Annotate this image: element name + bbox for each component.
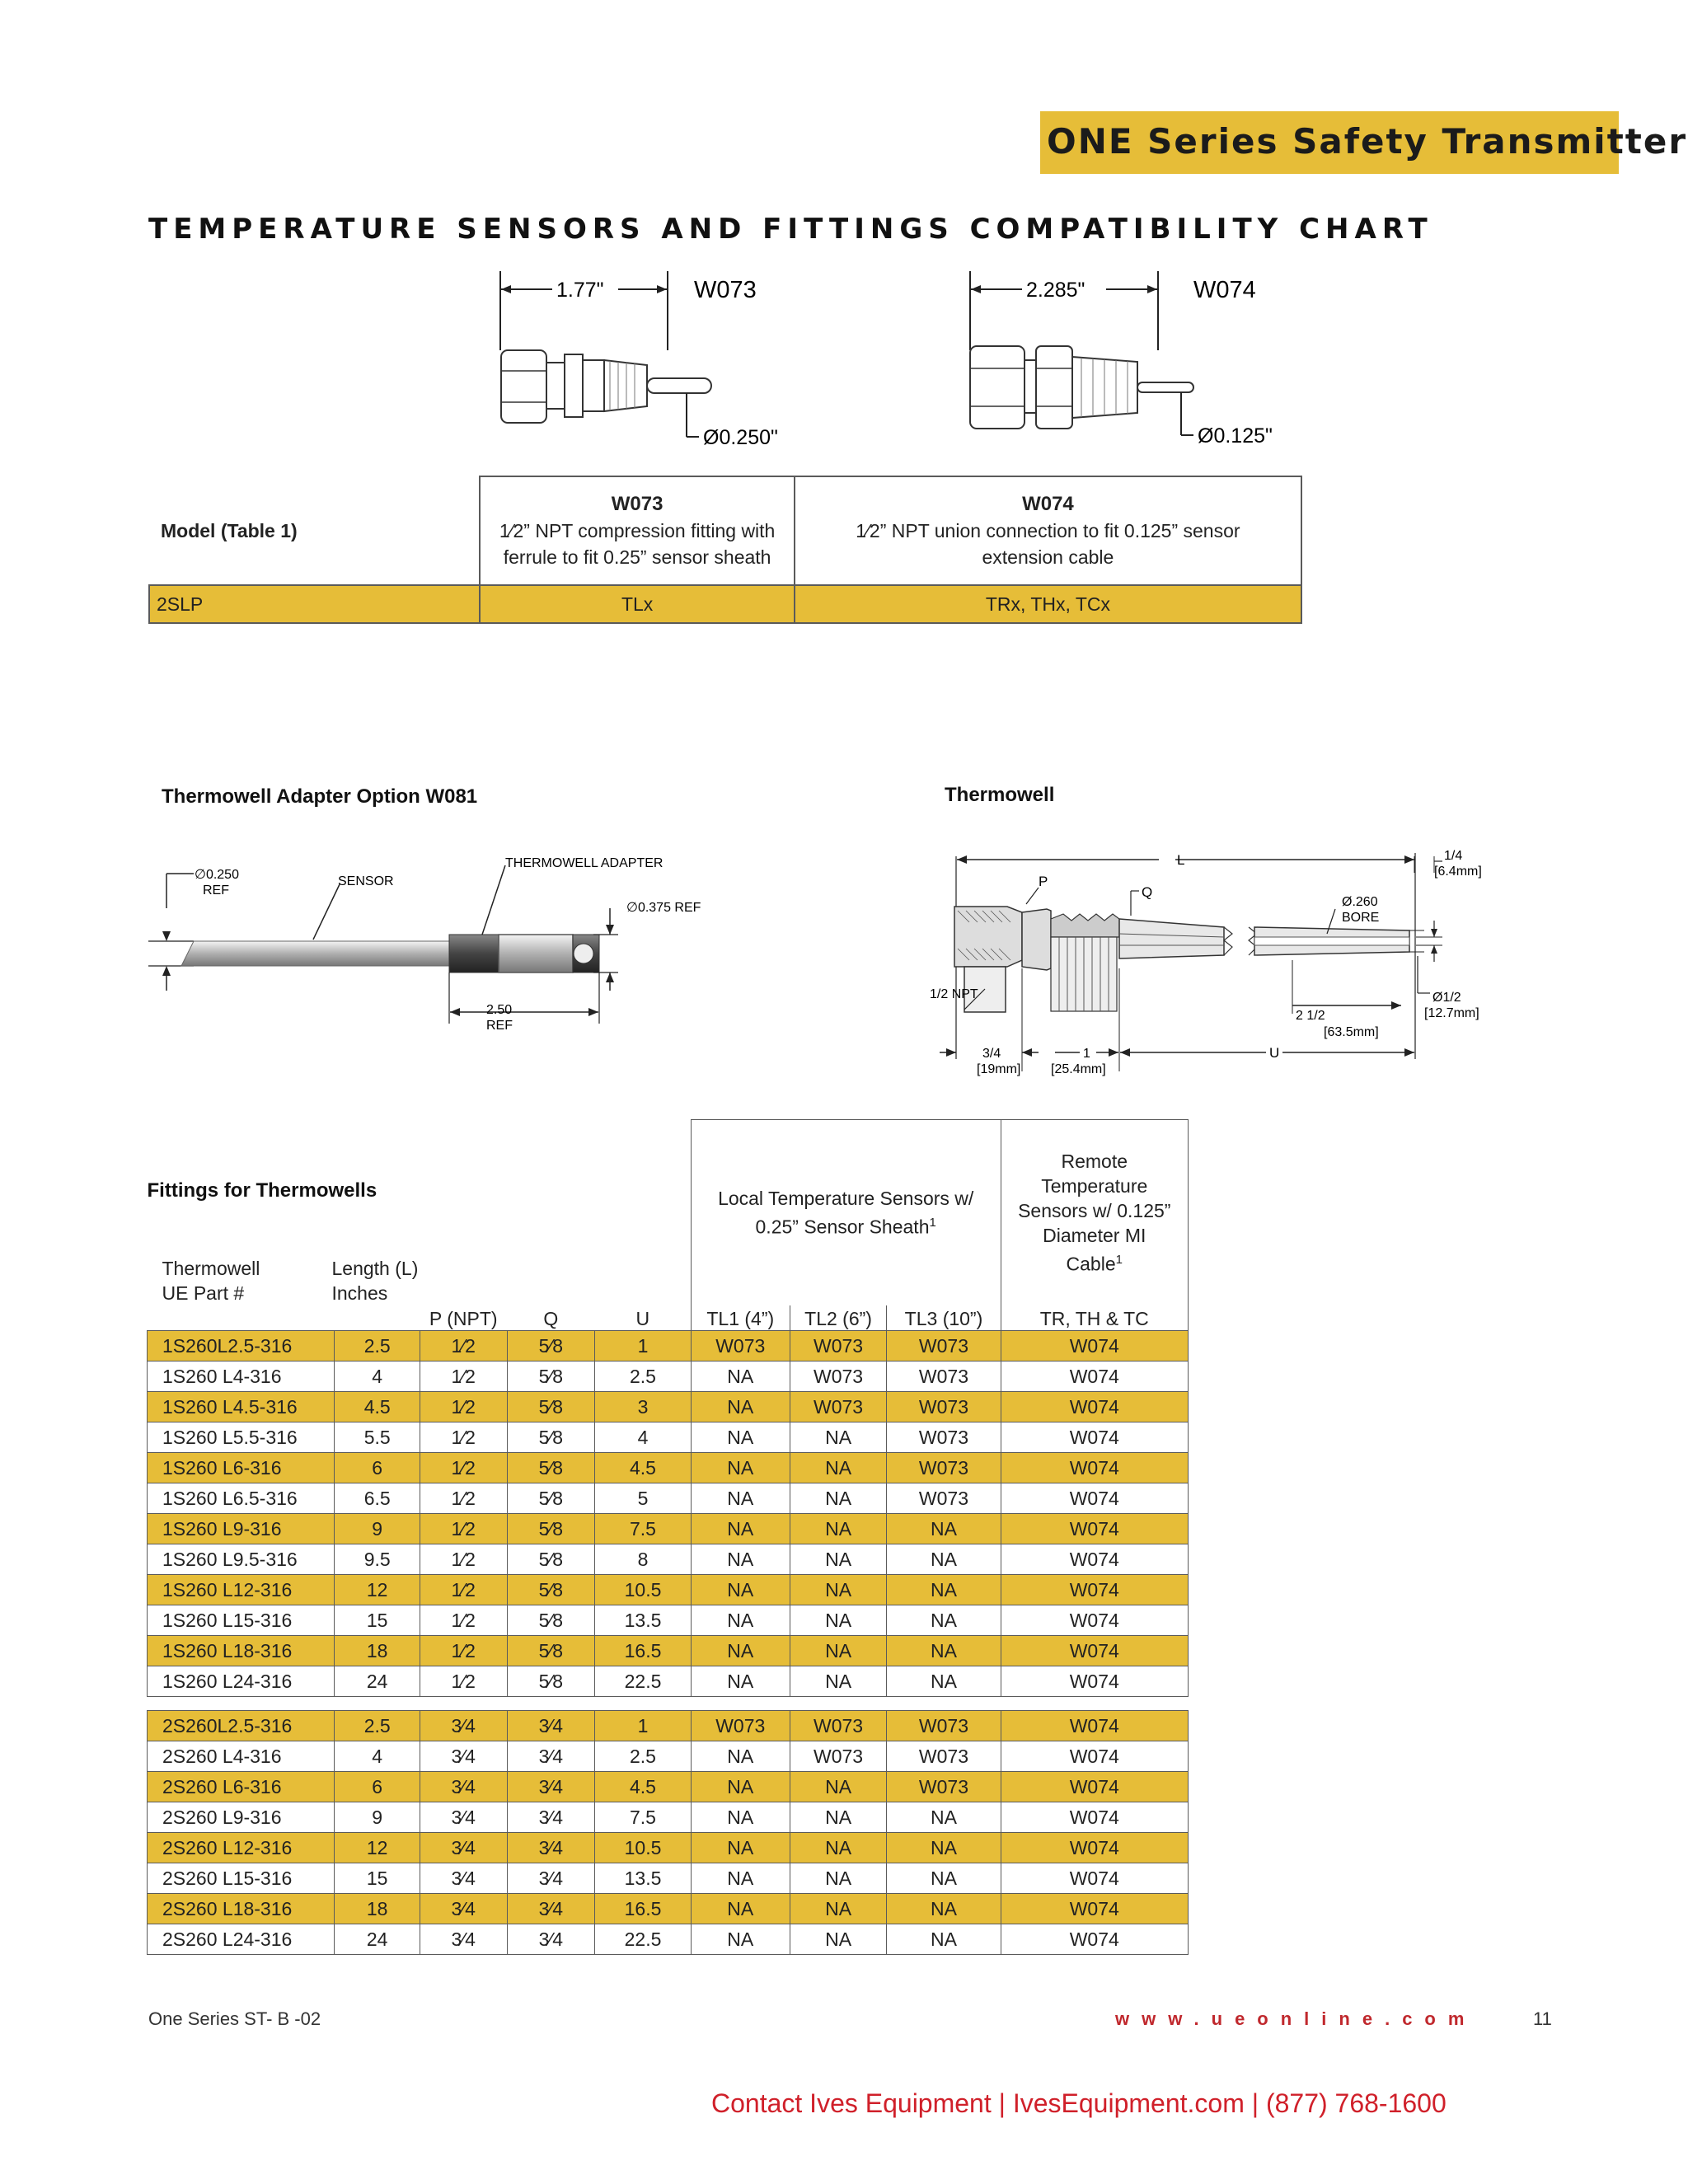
table-cell: 2S260 L9-316 [148, 1802, 335, 1832]
table-row [148, 1710, 1189, 1741]
thermowell-Q-label: Q [1142, 884, 1153, 900]
table-cell: NA [790, 1422, 887, 1452]
table-cell: 5⁄8 [507, 1391, 595, 1422]
table-cell: W074 [1001, 1832, 1189, 1863]
fittings-table [147, 1119, 1189, 1955]
col-tl2: TL2 (6”) [790, 1305, 887, 1331]
model-table-label: Model (Table 1) [149, 476, 480, 585]
col-remote: TR, TH & TC [1001, 1305, 1189, 1331]
thermowell-section-title: Thermowell [945, 784, 1055, 806]
table-cell: 2.5 [335, 1330, 420, 1361]
table-cell: 4.5 [595, 1771, 692, 1802]
table-cell: NA [887, 1863, 1001, 1893]
table-cell: 3⁄4 [507, 1863, 595, 1893]
header-title: ONE Series Safety Transmitter [1047, 121, 1688, 162]
thermowell-one-mm: [25.4mm] [1051, 1062, 1106, 1076]
table-cell: 3⁄4 [507, 1771, 595, 1802]
table-cell: 5⁄8 [507, 1422, 595, 1452]
table-cell: NA [887, 1574, 1001, 1605]
col-p: P (NPT) [420, 1305, 507, 1331]
table-cell: W073 [887, 1391, 1001, 1422]
table-cell: NA [790, 1452, 887, 1483]
table-cell: 1S260 L6.5-316 [148, 1483, 335, 1513]
table-cell: 3⁄4 [420, 1710, 507, 1741]
table-cell: W073 [790, 1741, 887, 1771]
table-cell: NA [887, 1605, 1001, 1635]
table-cell: W073 [790, 1330, 887, 1361]
contact-line[interactable]: Contact Ives Equipment | IvesEquipment.com | (877) 768-1600 [711, 2088, 1447, 2118]
sensor-diameter-ref: REF [203, 883, 229, 898]
table-cell: 5⁄8 [507, 1666, 595, 1696]
table-cell: 9 [335, 1513, 420, 1544]
table-cell: W073 [691, 1330, 790, 1361]
table-cell: NA [887, 1893, 1001, 1924]
table-cell: 3⁄4 [420, 1863, 507, 1893]
table-cell: 4.5 [595, 1452, 692, 1483]
table-cell: NA [691, 1391, 790, 1422]
group-local-header: Local Temperature Sensors w/ 0.25” Sensor Sheath$^1$ [691, 1120, 1001, 1305]
w073-description: 1⁄2” NPT compression fitting with ferrule to fit 0.25” sensor sheath [499, 520, 776, 568]
table-cell: W073 [691, 1710, 790, 1741]
table-cell: NA [790, 1666, 887, 1696]
table-cell: W074 [1001, 1863, 1189, 1893]
table-cell: NA [691, 1452, 790, 1483]
sensor-diameter-label: ∅0.250 [195, 868, 239, 882]
table-row [148, 1574, 1189, 1605]
table-cell: NA [790, 1893, 887, 1924]
table-cell: 5⁄8 [507, 1574, 595, 1605]
table-cell: 3⁄4 [420, 1802, 507, 1832]
table-cell: 13.5 [595, 1605, 692, 1635]
table-cell: 1S260 L9.5-316 [148, 1544, 335, 1574]
table-cell: NA [691, 1741, 790, 1771]
table-cell: 3⁄4 [507, 1802, 595, 1832]
table-cell: NA [691, 1771, 790, 1802]
table-cell: W074 [1001, 1741, 1189, 1771]
table-cell: 3⁄4 [420, 1832, 507, 1863]
table-cell: NA [887, 1635, 1001, 1666]
table-cell: 2S260 L12-316 [148, 1832, 335, 1863]
table-cell: 10.5 [595, 1574, 692, 1605]
fittings-group-2 [148, 1710, 1189, 1954]
table-cell: 4 [335, 1741, 420, 1771]
table-cell: NA [790, 1574, 887, 1605]
table-cell: W074 [1001, 1513, 1189, 1544]
table-cell: 16.5 [595, 1635, 692, 1666]
thermowell-tip-mm: [63.5mm] [1324, 1025, 1379, 1039]
table-cell: W074 [1001, 1422, 1189, 1452]
thermowell-U-label: U [1269, 1045, 1280, 1061]
table-row [148, 1513, 1189, 1544]
table-row [148, 1863, 1189, 1893]
footer-doc-id: One Series ST- B -02 [148, 2008, 321, 2029]
table-cell: W073 [887, 1710, 1001, 1741]
table-cell: 1⁄2 [420, 1605, 507, 1635]
w074-drawing [970, 271, 1273, 448]
table-cell: 1⁄2 [420, 1483, 507, 1513]
model-table-row [149, 585, 1301, 623]
table-row [148, 1666, 1189, 1696]
table-cell: NA [691, 1422, 790, 1452]
table-cell: 8 [595, 1544, 692, 1574]
table-cell: 10.5 [595, 1832, 692, 1863]
adapter-section-title: Thermowell Adapter Option W081 [162, 785, 478, 808]
table-cell: 2.5 [595, 1361, 692, 1391]
table-cell: NA [790, 1605, 887, 1635]
table-cell: 1⁄2 [420, 1452, 507, 1483]
table-cell: 5⁄8 [507, 1635, 595, 1666]
table-cell: 3⁄4 [420, 1741, 507, 1771]
table-cell: 24 [335, 1924, 420, 1954]
table-cell: W074 [1001, 1666, 1189, 1696]
table-cell: W074 [1001, 1452, 1189, 1483]
table-cell: NA [691, 1361, 790, 1391]
table-row [148, 1924, 1189, 1954]
table-cell: 5⁄8 [507, 1513, 595, 1544]
col-u: U [595, 1305, 692, 1331]
table-cell: 1⁄2 [420, 1513, 507, 1544]
table-cell: 9 [335, 1802, 420, 1832]
table-cell: W073 [887, 1771, 1001, 1802]
table-cell: 3⁄4 [420, 1771, 507, 1802]
table-cell: NA [887, 1832, 1001, 1863]
w074-title: W074 [1022, 493, 1074, 515]
table-cell: 18 [335, 1635, 420, 1666]
adapter-length-label: 2.50 [486, 1003, 513, 1017]
page-number: 11 [1533, 2008, 1552, 2029]
table-cell: 1S260 L6-316 [148, 1452, 335, 1483]
table-cell: 1⁄2 [420, 1361, 507, 1391]
table-cell: 24 [335, 1666, 420, 1696]
table-cell: 1 [595, 1330, 692, 1361]
table-cell: 2.5 [595, 1741, 692, 1771]
model-table-w073-header [480, 476, 795, 585]
table-cell: 6 [335, 1452, 420, 1483]
table-cell: NA [691, 1893, 790, 1924]
table-cell: NA [691, 1635, 790, 1666]
table-cell: 1S260 L15-316 [148, 1605, 335, 1635]
thermowell-bore-label: BORE [1342, 911, 1380, 925]
table-cell: W074 [1001, 1574, 1189, 1605]
table-cell: 5 [595, 1483, 692, 1513]
table-cell: 16.5 [595, 1893, 692, 1924]
table-cell: NA [790, 1544, 887, 1574]
table-cell: W074 [1001, 1924, 1189, 1954]
adapter-drawing [148, 849, 874, 1047]
table-cell: NA [790, 1513, 887, 1544]
table-cell: NA [691, 1832, 790, 1863]
table-cell: 3⁄4 [507, 1924, 595, 1954]
adapter-length-ref: REF [486, 1019, 513, 1033]
table-cell: 1⁄2 [420, 1666, 507, 1696]
table-cell: W074 [1001, 1605, 1189, 1635]
table-cell: NA [691, 1924, 790, 1954]
table-cell: 3⁄4 [507, 1710, 595, 1741]
table-cell: NA [790, 1802, 887, 1832]
thermowell-dia-label: Ø1/2 [1432, 991, 1461, 1005]
table-row [148, 1483, 1189, 1513]
thermowell-npt-label: 1/2 NPT [930, 987, 978, 1001]
table-cell: W074 [1001, 1771, 1189, 1802]
model-cell: 2SLP [149, 585, 480, 623]
table-cell: W074 [1001, 1710, 1189, 1741]
table-row [148, 1422, 1189, 1452]
footer-website[interactable]: www.ueonline.com [1115, 2008, 1477, 2029]
table-cell: 7.5 [595, 1802, 692, 1832]
table-cell: 1S260 L24-316 [148, 1666, 335, 1696]
fittings-column-headers [148, 1305, 1189, 1331]
table-row [148, 1802, 1189, 1832]
table-cell: W073 [887, 1483, 1001, 1513]
table-cell: W074 [1001, 1893, 1189, 1924]
table-cell: W073 [790, 1391, 887, 1422]
model-table-w074-header [795, 476, 1301, 585]
w073-drawing [500, 271, 778, 449]
table-row [148, 1832, 1189, 1863]
table-cell: 9.5 [335, 1544, 420, 1574]
table-cell: 2S260 L15-316 [148, 1863, 335, 1893]
w074-cell: TRx, THx, TCx [795, 585, 1301, 623]
table-cell: NA [887, 1802, 1001, 1832]
thermowell-one-label: 1 [1083, 1047, 1090, 1061]
table-row [148, 1544, 1189, 1574]
w073-label: W073 [694, 277, 757, 303]
table-cell: 1⁄2 [420, 1422, 507, 1452]
w074-label: W074 [1193, 277, 1256, 303]
fittings-drawing [478, 268, 1302, 457]
table-row [148, 1452, 1189, 1483]
table-cell: W074 [1001, 1802, 1189, 1832]
table-cell: 1S260 L5.5-316 [148, 1422, 335, 1452]
col-tl1: TL1 (4”) [691, 1305, 790, 1331]
w073-title: W073 [611, 493, 663, 515]
model-table [148, 476, 1302, 624]
table-cell: 1S260 L4.5-316 [148, 1391, 335, 1422]
table-cell: NA [691, 1544, 790, 1574]
table-cell: 1⁄2 [420, 1574, 507, 1605]
table-cell: NA [790, 1832, 887, 1863]
table-cell: 12 [335, 1832, 420, 1863]
table-cell: W073 [887, 1330, 1001, 1361]
table-cell: 3⁄4 [507, 1893, 595, 1924]
page-title: TEMPERATURE SENSORS AND FITTINGS COMPATIBILITY CHART [148, 213, 1433, 246]
thermowell-top-dim: 1/4 [1444, 849, 1463, 863]
w073-diameter: Ø0.250" [703, 426, 778, 449]
table-cell: 4 [335, 1361, 420, 1391]
table-row [148, 1330, 1189, 1361]
table-cell: NA [691, 1483, 790, 1513]
thermowell-P-label: P [1039, 874, 1048, 889]
fittings-header [148, 1120, 1189, 1331]
table-cell: NA [691, 1666, 790, 1696]
table-cell: NA [887, 1513, 1001, 1544]
table-cell: 2.5 [335, 1710, 420, 1741]
table-cell: W074 [1001, 1635, 1189, 1666]
table-cell: 22.5 [595, 1666, 692, 1696]
table-cell: 18 [335, 1893, 420, 1924]
table-cell: NA [790, 1635, 887, 1666]
table-row [148, 1361, 1189, 1391]
table-cell: 1⁄2 [420, 1391, 507, 1422]
fittings-group-1 [148, 1330, 1189, 1696]
table-cell: NA [691, 1605, 790, 1635]
w073-cell: TLx [480, 585, 795, 623]
table-cell: 13.5 [595, 1863, 692, 1893]
fittings-title: Fittings for Thermowells Thermowell UE Part # Length (L) Inches [148, 1120, 692, 1305]
table-cell: NA [790, 1924, 887, 1954]
table-cell: W074 [1001, 1361, 1189, 1391]
table-cell: 2S260L2.5-316 [148, 1710, 335, 1741]
table-cell: 15 [335, 1863, 420, 1893]
w074-diameter: Ø0.125" [1198, 424, 1273, 448]
table-row [148, 1635, 1189, 1666]
table-cell: 3⁄4 [507, 1741, 595, 1771]
table-cell: NA [790, 1863, 887, 1893]
table-row [148, 1741, 1189, 1771]
table-cell: 2S260 L4-316 [148, 1741, 335, 1771]
table-cell: W073 [887, 1361, 1001, 1391]
col-tl3: TL3 (10”) [887, 1305, 1001, 1331]
table-cell: W074 [1001, 1330, 1189, 1361]
table-cell: 1S260 L12-316 [148, 1574, 335, 1605]
adapter-diameter-label: ∅0.375 REF [626, 901, 701, 915]
table-cell: W073 [887, 1422, 1001, 1452]
adapter-label: THERMOWELL ADAPTER [505, 856, 663, 870]
fittings-gap [148, 1696, 1189, 1710]
table-row [148, 1605, 1189, 1635]
table-cell: 1 [595, 1710, 692, 1741]
table-cell: NA [691, 1574, 790, 1605]
table-cell: 5⁄8 [507, 1330, 595, 1361]
table-cell: 22.5 [595, 1924, 692, 1954]
table-cell: NA [887, 1666, 1001, 1696]
table-cell: NA [691, 1802, 790, 1832]
group-remote-header: Remote Temperature Sensors w/ 0.125” Diameter MI Cable$^1$ [1001, 1120, 1189, 1305]
table-cell: 2S260 L24-316 [148, 1924, 335, 1954]
table-cell: 1⁄2 [420, 1635, 507, 1666]
table-cell: 1⁄2 [420, 1544, 507, 1574]
table-cell: 5⁄8 [507, 1452, 595, 1483]
table-cell: NA [790, 1483, 887, 1513]
table-cell: 3⁄4 [420, 1924, 507, 1954]
table-cell: 5⁄8 [507, 1544, 595, 1574]
sensor-label: SENSOR [338, 874, 394, 888]
table-cell: 15 [335, 1605, 420, 1635]
table-cell: 1S260 L9-316 [148, 1513, 335, 1544]
table-cell: W074 [1001, 1544, 1189, 1574]
w074-description: 1⁄2” NPT union connection to fit 0.125” sensor extension cable [856, 520, 1240, 568]
table-cell: NA [887, 1544, 1001, 1574]
table-cell: 4 [595, 1422, 692, 1452]
col-length-2: Inches [331, 1282, 388, 1304]
table-row [148, 1391, 1189, 1422]
table-cell: W074 [1001, 1483, 1189, 1513]
thermowell-top-dim-mm: [6.4mm] [1434, 865, 1482, 879]
table-cell: 6 [335, 1771, 420, 1802]
col-part-2: UE Part # [162, 1282, 245, 1304]
thermowell-L-label: L [1177, 852, 1185, 868]
table-cell: 7.5 [595, 1513, 692, 1544]
table-cell: 5⁄8 [507, 1605, 595, 1635]
table-cell: 1⁄2 [420, 1330, 507, 1361]
col-q: Q [507, 1305, 595, 1331]
table-cell: 5⁄8 [507, 1361, 595, 1391]
table-cell: NA [790, 1771, 887, 1802]
table-cell: 3 [595, 1391, 692, 1422]
table-cell: 6.5 [335, 1483, 420, 1513]
table-row [148, 1893, 1189, 1924]
table-cell: NA [691, 1513, 790, 1544]
table-cell: 1S260L2.5-316 [148, 1330, 335, 1361]
thermowell-drawing [930, 845, 1533, 1092]
col-length-1: Length (L) [331, 1257, 419, 1279]
table-cell: W073 [887, 1452, 1001, 1483]
col-part-1: Thermowell [162, 1257, 260, 1279]
table-cell: 3⁄4 [507, 1832, 595, 1863]
table-cell: W073 [790, 1361, 887, 1391]
table-cell: 1S260 L4-316 [148, 1361, 335, 1391]
table-cell: NA [887, 1924, 1001, 1954]
table-cell: 12 [335, 1574, 420, 1605]
thermowell-dia-mm: [12.7mm] [1424, 1006, 1479, 1020]
table-cell: W073 [790, 1710, 887, 1741]
thermowell-hex-mm: [19mm] [977, 1062, 1021, 1076]
table-cell: 3⁄4 [420, 1893, 507, 1924]
w073-length: 1.77" [556, 279, 604, 302]
w074-length: 2.285" [1026, 279, 1085, 302]
table-cell: 1S260 L18-316 [148, 1635, 335, 1666]
table-cell: 5.5 [335, 1422, 420, 1452]
table-row [148, 1771, 1189, 1802]
table-cell: W074 [1001, 1391, 1189, 1422]
table-cell: 5⁄8 [507, 1483, 595, 1513]
table-cell: NA [691, 1863, 790, 1893]
thermowell-bore-dia: Ø.260 [1342, 895, 1378, 909]
table-cell: W073 [887, 1741, 1001, 1771]
thermowell-hex-label: 3/4 [982, 1047, 1001, 1061]
table-cell: 2S260 L18-316 [148, 1893, 335, 1924]
table-cell: 4.5 [335, 1391, 420, 1422]
thermowell-tip-label: 2 1/2 [1296, 1009, 1325, 1023]
table-cell: 2S260 L6-316 [148, 1771, 335, 1802]
